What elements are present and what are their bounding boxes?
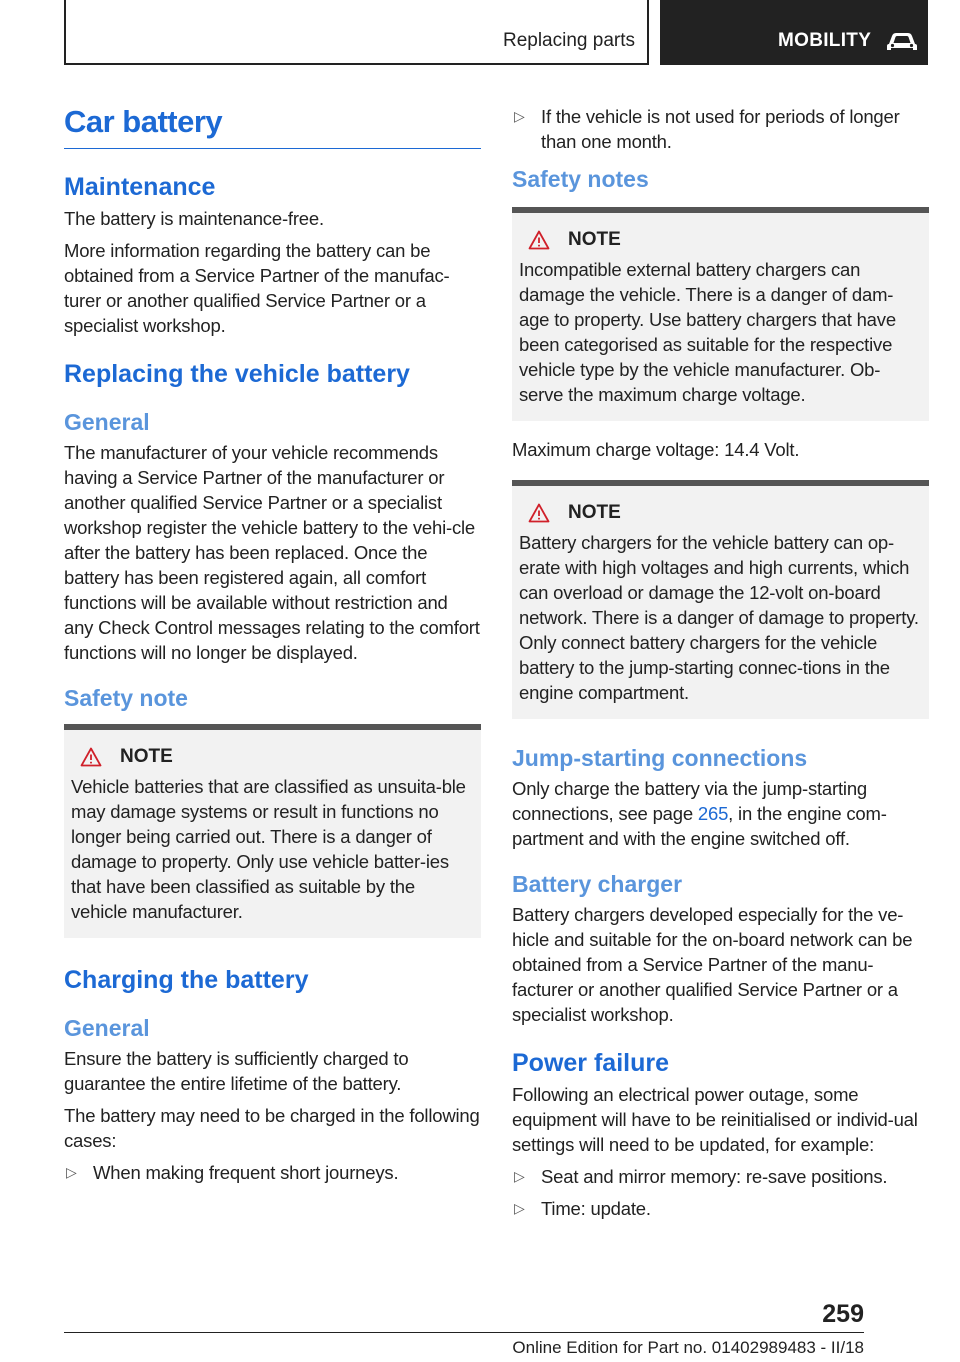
subheading-jump-starting: Jump-starting connections [512,745,808,771]
list-item: ▷ When making frequent short journeys. [66,1162,399,1183]
paragraph-max-voltage: Maximum charge voltage: 14.4 Volt. [512,439,800,460]
bullet-list [64,1160,481,1185]
note-label: NOTE [120,746,173,767]
subheading-safety-note: Safety note [64,685,188,711]
warning-icon [80,747,102,767]
note-box [512,480,929,719]
right-column [512,104,929,1228]
paragraph: The battery is maintenance-free. [64,208,324,229]
triangle-bullet-icon: ▷ [514,108,525,124]
note-text: Battery chargers for the vehicle battery can op-erate with high voltages and high currents, which can overload or damage the 12-volt on-board network. There is a danger of damage to property. Only connect battery chargers for the vehicle battery to the jump-starting connec-tions in the engine compartment. [519,532,919,703]
heading-power-failure: Power failure [512,1049,669,1077]
subheading-general: General [64,409,150,435]
page-number: 259 [822,1300,864,1328]
note-box [512,207,929,421]
triangle-bullet-icon: ▷ [514,1200,525,1216]
subheading-general: General [64,1015,150,1041]
triangle-bullet-icon: ▷ [66,1164,77,1180]
note-label: NOTE [568,502,621,523]
note-text: Incompatible external battery chargers can damage the vehicle. There is a danger of dam-age to property. Use battery chargers that have been categorised as suitable for the respective vehicle type by the vehicle manufacturer. Ob-serve the maximum charge voltage. [519,259,896,405]
paragraph: The battery may need to be charged in the following cases: [64,1105,480,1151]
heading-maintenance: Maintenance [64,173,216,201]
page-header [64,0,928,65]
bullet-list [512,1164,929,1221]
paragraph: More information regarding the battery can be obtained from a Service Partner of the manufac-turer or another qualified Service Partner or a specialist workshop. [64,240,450,336]
heading-replacing-battery: Replacing the vehicle battery [64,360,410,388]
list-item: ▷ If the vehicle is not used for periods of longer than one month. [514,106,900,152]
heading-charging-battery: Charging the battery [64,966,309,994]
car-icon [885,30,919,52]
footer-divider [64,1332,864,1333]
subheading-safety-notes: Safety notes [512,166,649,192]
warning-icon [528,503,550,523]
paragraph: Following an electrical power outage, some equipment will have to be reinitialised or individ-ual settings will need to be updated, for example: [512,1084,918,1155]
list-item: ▷ Seat and mirror memory: re-save positions. [514,1166,888,1187]
left-column [64,100,481,1192]
note-label: NOTE [568,229,621,250]
bullet-list [512,104,929,154]
paragraph: Ensure the battery is sufficiently charged to guarantee the entire lifetime of the battery. [64,1048,409,1094]
note-box [64,724,481,938]
header-section-title: Replacing parts [502,30,635,51]
triangle-bullet-icon: ▷ [514,1168,525,1184]
header-section-box [64,0,649,65]
note-text: Vehicle batteries that are classified as unsuita-ble may damage systems or result in functions no longer being carried out. There is a danger of damage to property. Only use vehicle batter-ies that have been classified as suitable by the vehicle manufacturer. [71,776,466,922]
list-item: ▷ Time: update. [514,1198,651,1219]
paragraph: The manufacturer of your vehicle recommends having a Service Partner of the manufacturer or another qualified Service Partner or a specialist workshop register the vehicle battery to the vehi-cle after the battery has been replaced. Once the battery has been registered again, all comfort functions will be available without restriction and any Check Control messages relating to the comfort functions will no longer be displayed. [64,442,480,663]
paragraph: Battery chargers developed especially for the ve-hicle and suitable for the on-board network can be obtained from a Service Partner of the manu-facturer or another qualified Service Partner or a specialist workshop. [512,904,913,1025]
warning-icon [528,230,550,250]
edition-text: Online Edition for Part no. 01402989483 - II/18 [512,1338,864,1357]
page-reference-link[interactable]: 265 [697,803,729,824]
page-title: Car battery [64,104,481,149]
header-chapter-tab [660,0,928,65]
paragraph: Only charge the battery via the jump-starting connections, see page 265, in the engine com-partment and with the engine switched off. [512,778,887,849]
subheading-battery-charger: Battery charger [512,871,683,897]
header-chapter-title: MOBILITY [778,30,872,51]
